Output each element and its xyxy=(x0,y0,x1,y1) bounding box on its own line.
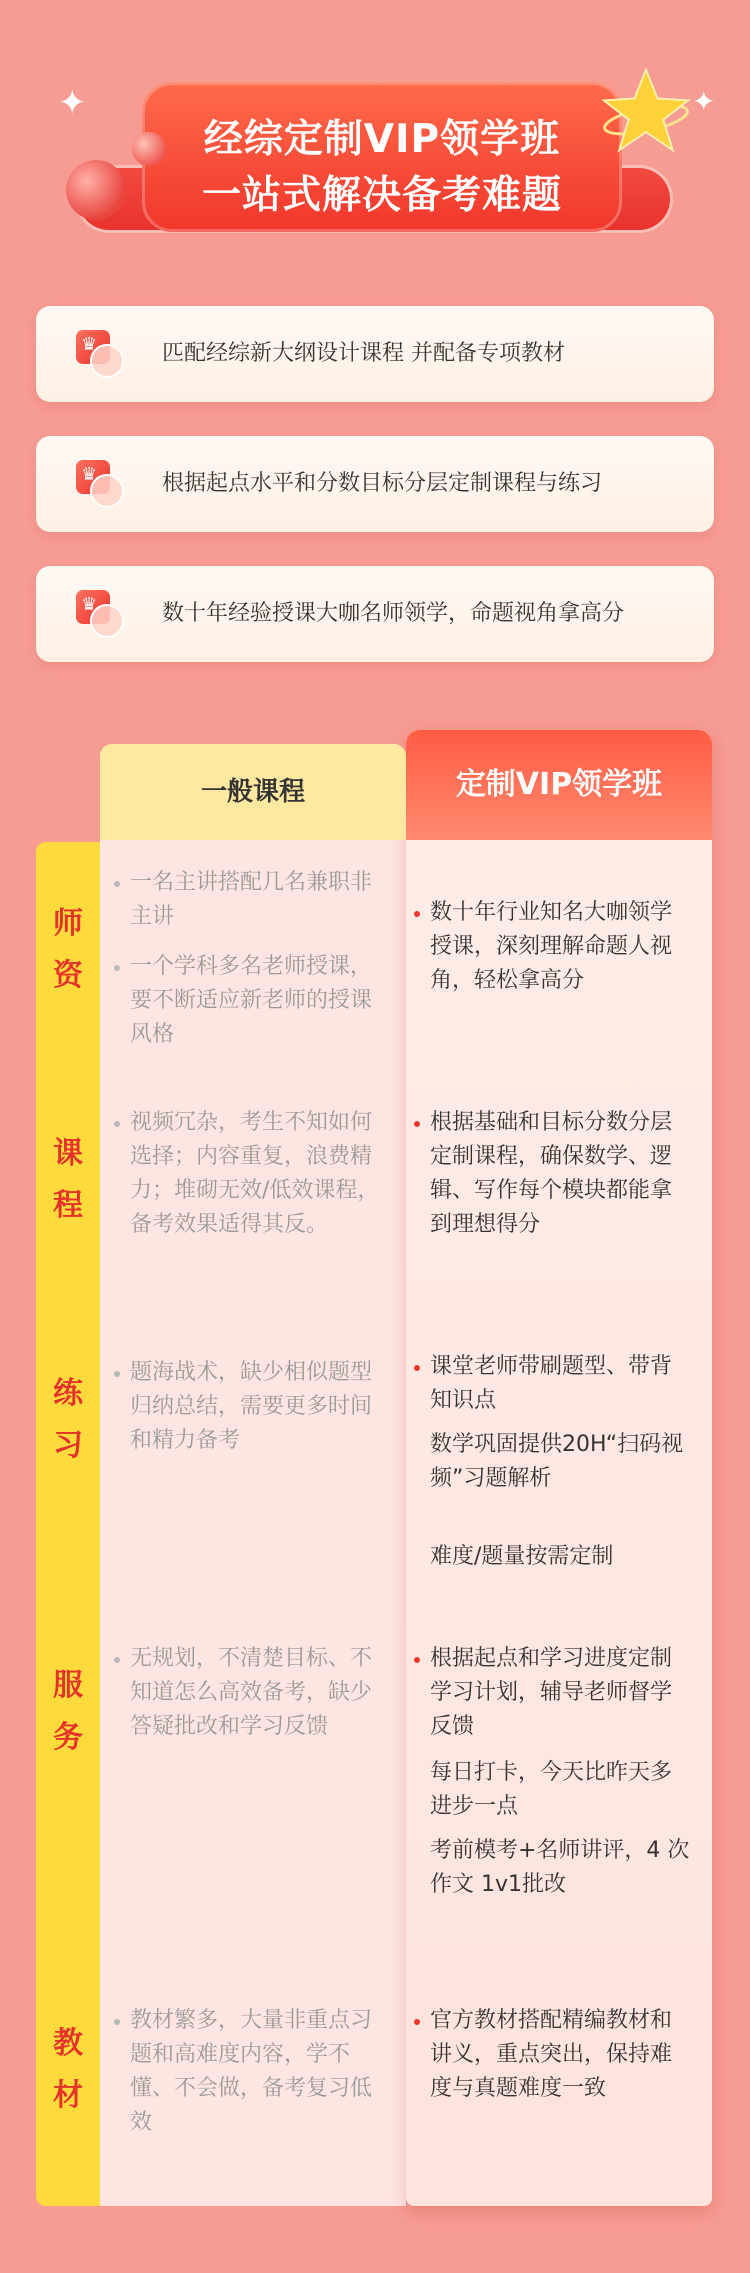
general-course-header: 一般课程 xyxy=(100,744,406,840)
vip-bullet: 官方教材搭配精编教材和讲义，重点突出，保持难度与真题难度一致 xyxy=(430,2004,692,2106)
sparkle-icon: ✦ xyxy=(692,85,716,118)
hero-title-line2: 一站式解决备考难题 xyxy=(201,173,562,218)
hero-title-line1: 经综定制VIP领学班 xyxy=(203,117,561,162)
vip-bullet: 考前模考+名师讲评，4 次作文 1v1批改 xyxy=(430,1838,690,1897)
hero-banner xyxy=(0,0,750,270)
vip-bullet: 难度/题量按需定制 xyxy=(430,1544,614,1569)
row-label-materials: 教 材 xyxy=(53,2026,83,2113)
feature-text: 根据起点水平和分数目标分层定制课程与练习 xyxy=(162,471,603,496)
row-label-teachers: 师 资 xyxy=(53,906,83,993)
feature-card xyxy=(36,566,714,662)
row-label-practice: 练 习 xyxy=(53,1376,83,1463)
vip-bullet: 每日打卡，今天比昨天多进步一点 xyxy=(430,1760,673,1819)
feature-card xyxy=(36,436,714,532)
general-bullet: 题海战术，缺少相似题型归纳总结，需要更多时间和精力备考 xyxy=(130,1356,382,1458)
general-bullet: 一名主讲搭配几名兼职非主讲 xyxy=(130,866,382,934)
vip-course-header: 定制VIP领学班 xyxy=(406,730,712,840)
row-label-course: 课 程 xyxy=(53,1136,83,1223)
vip-bullet: 数十年行业知名大咖领学授课，深刻理解命题人视角，轻松拿高分 xyxy=(430,896,692,998)
vip-bullet: 课堂老师带刷题型、带背知识点 xyxy=(430,1350,692,1418)
general-bullet: 一个学科多名老师授课，要不断适应新老师的授课风格 xyxy=(130,950,382,1052)
sparkle-icon: ✦ xyxy=(58,83,87,123)
vip-bullet: 数学巩固提供20H“扫码视频”习题解析 xyxy=(430,1432,684,1491)
vip-bullet: 根据起点和学习进度定制学习计划，辅导老师督学反馈 xyxy=(430,1642,692,1744)
crown-icon: ♛ xyxy=(76,330,122,376)
general-bullet: 视频冗杂，考生不知如何选择；内容重复，浪费精力；堆砌无效/低效课程，备考效果适得其反。 xyxy=(130,1106,382,1242)
general-bullet: 教材繁多，大量非重点习题和高难度内容，学不懂、不会做，备考复习低效 xyxy=(130,2004,382,2140)
general-bullet: 无规划，不清楚目标、不知道怎么高效备考，缺少答疑批改和学习反馈 xyxy=(130,1642,382,1744)
decor-ball-icon xyxy=(66,160,126,220)
feature-text: 匹配经综新大纲设计课程 并配备专项教材 xyxy=(162,341,565,366)
feature-card xyxy=(36,306,714,402)
row-label-service: 服 务 xyxy=(53,1668,83,1755)
row-label-strip xyxy=(36,842,100,2206)
feature-text: 数十年经验授课大咖名师领学，命题视角拿高分 xyxy=(162,601,625,626)
vip-bullet: 根据基础和目标分数分层定制课程，确保数学、逻辑、写作每个模块都能拿到理想得分 xyxy=(430,1106,692,1242)
crown-icon: ♛ xyxy=(76,460,122,506)
crown-icon: ♛ xyxy=(76,590,122,636)
